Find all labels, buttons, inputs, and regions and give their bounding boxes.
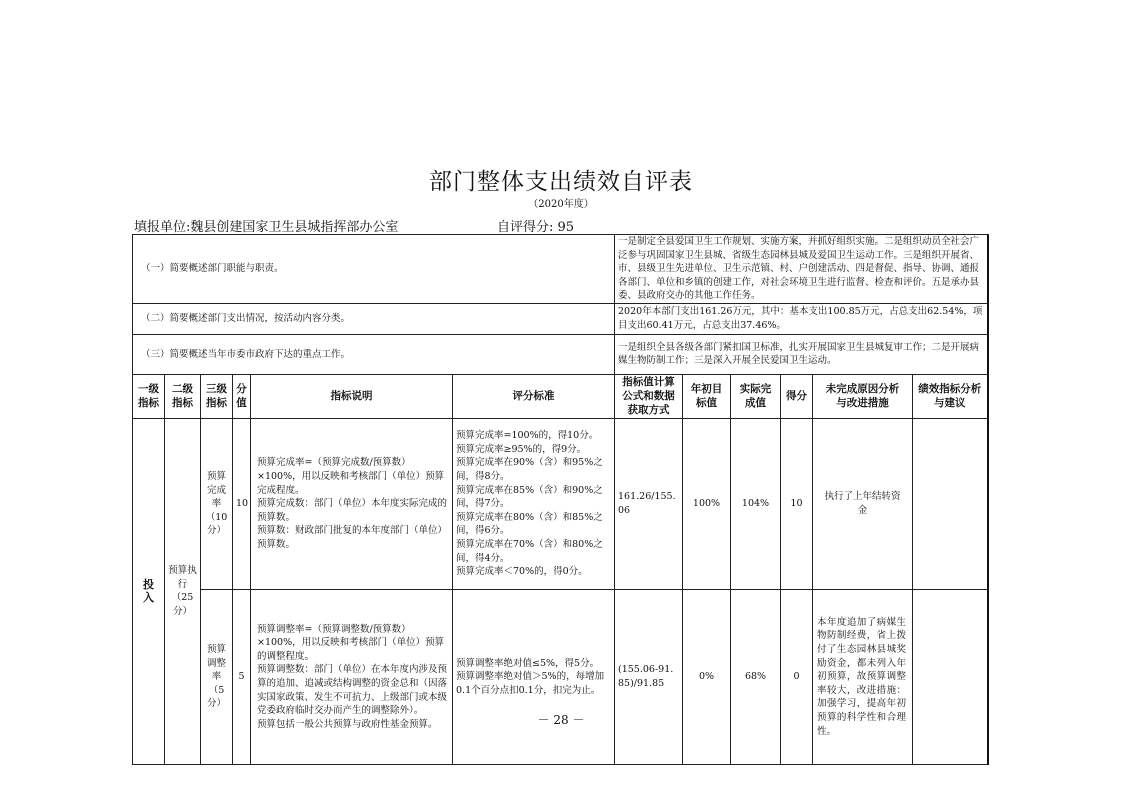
header-level3: 三级 指标: [201, 374, 233, 418]
level1-indicator: 投 入: [133, 418, 165, 764]
summary-question: （三）简要概述当年市委市政府下达的重点工作。: [133, 334, 615, 374]
score-cell: 10: [781, 418, 813, 589]
level3-indicator: 预算 完成 率 （10 分）: [201, 418, 233, 589]
report-year: （2020年度）: [528, 199, 594, 210]
page-title: 部门整体支出绩效自评表: [429, 169, 693, 195]
header-level2: 二级 指标: [165, 374, 201, 418]
summary-question: （一）简要概述部门职能与职责。: [133, 235, 615, 304]
header-analysis: 绩效指标分析 与建议: [913, 374, 988, 418]
summary-answer: 一是制定全县爱国卫生工作规划、实施方案，并抓好组织实施。二是组织动员全社会广泛参与巩固国家卫生县城、省级生态园林县城及爱国卫生运动工作。三是组织开展省、市、县级卫生先进单位、卫生示范镇、村、户创建活动、四是督促、指导、协调、通报各部门、单位和乡镇的创建工作，对社会环境卫生进行监督、检查和评价。五是承办县委、县政府交办的其他工作任务。: [615, 235, 988, 304]
header-score: 得分: [781, 374, 813, 418]
summary-row: [133, 334, 988, 374]
reporting-unit: 填报单位:魏县创建国家卫生县城指挥部办公室: [134, 220, 399, 235]
target-cell: 0%: [683, 589, 731, 764]
header-points: 分 值: [233, 374, 251, 418]
criteria-cell: 预算调整率绝对值≤5%，得5分。 预算调整率绝对值＞5%的，每增加0.1个百分点扣0.1分，扣完为止。: [453, 589, 615, 764]
analysis-cell: [913, 589, 988, 764]
actual-cell: 104%: [731, 418, 781, 589]
header-row: [133, 374, 988, 418]
criteria-cell: 预算完成率=100%的，得10分。 预算完成率≥95%的，得9分。 预算完成率在90%（含）和95%之间，得8分。 预算完成率在85%（含）和90%之间，得7分。 预算完成率在80%（含）和85%之间，得6分。 预算完成率在70%（含）和80%之间，得4分。 预算完成率＜70%的，得0分。: [453, 418, 615, 589]
reason-cell: 执行了上年结转资金: [813, 418, 913, 589]
header-formula: 指标值计算 公式和数据 获取方式: [615, 374, 683, 418]
header-target: 年初目 标值: [683, 374, 731, 418]
reason-cell: 本年度追加了病媒生物防制经费，省上拨付了生态园林县城奖励资金，都未列入年初预算，故预算调整率较大，改进措施：加强学习，提高年初预算的科学性和合理性。: [813, 589, 913, 764]
table-row: [133, 418, 988, 589]
analysis-cell: [913, 418, 988, 589]
header-level1: 一级 指标: [133, 374, 165, 418]
header-actual: 实际完 成值: [731, 374, 781, 418]
evaluation-table: [132, 234, 989, 765]
header-criteria: 评分标准: [453, 374, 615, 418]
summary-answer: 一是组织全县各级各部门紧扣国卫标准，扎实开展国家卫生县城复审工作；二是开展病媒生物防制工作；三是深入开展全民爱国卫生运动。: [615, 334, 988, 374]
summary-question: （二）简要概述部门支出情况，按活动内容分类。: [133, 303, 615, 334]
formula-cell: (155.06-91.85)/91.85: [615, 589, 683, 764]
level2-indicator: 预算执 行（25 分）: [165, 418, 201, 764]
score-cell: 0: [781, 589, 813, 764]
formula-cell: 161.26/155.06: [615, 418, 683, 589]
summary-answer: 2020年本部门支出161.26万元，其中：基本支出100.85万元，占总支出62.54%，项目支出60.41万元，占总支出37.46%。: [615, 303, 988, 334]
description-cell: 预算调整率=（预算调整数/预算数）×100%，用以反映和考核部门（单位）预算的调整程度。 预算调整数：部门（单位）在本年度内涉及预算的追加、追减或结构调整的资金总和（因落实国家政策、发生不可抗力、上级部门或本级党委政府临时交办而产生的调整除外）。 预算包括一般公共预算与政府性基金预算。: [251, 589, 453, 764]
summary-row: [133, 303, 988, 334]
points-cell: 5: [233, 589, 251, 764]
actual-cell: 68%: [731, 589, 781, 764]
summary-row: [133, 235, 988, 304]
description-cell: 预算完成率=（预算完成数/预算数）×100%，用以反映和考核部门（单位）预算完成程度。 预算完成数：部门（单位）本年度实际完成的预算数。 预算数：财政部门批复的本年度部门（单位）预算数。: [251, 418, 453, 589]
target-cell: 100%: [683, 418, 731, 589]
level3-indicator: 预算 调整 率 （5 分）: [201, 589, 233, 764]
page-number: － 28 －: [537, 713, 585, 727]
header-reason: 未完成原因分析 与改进措施: [813, 374, 913, 418]
points-cell: 10: [233, 418, 251, 589]
self-score: 自评得分: 95: [497, 220, 575, 235]
table-row: [133, 589, 988, 764]
header-description: 指标说明: [251, 374, 453, 418]
